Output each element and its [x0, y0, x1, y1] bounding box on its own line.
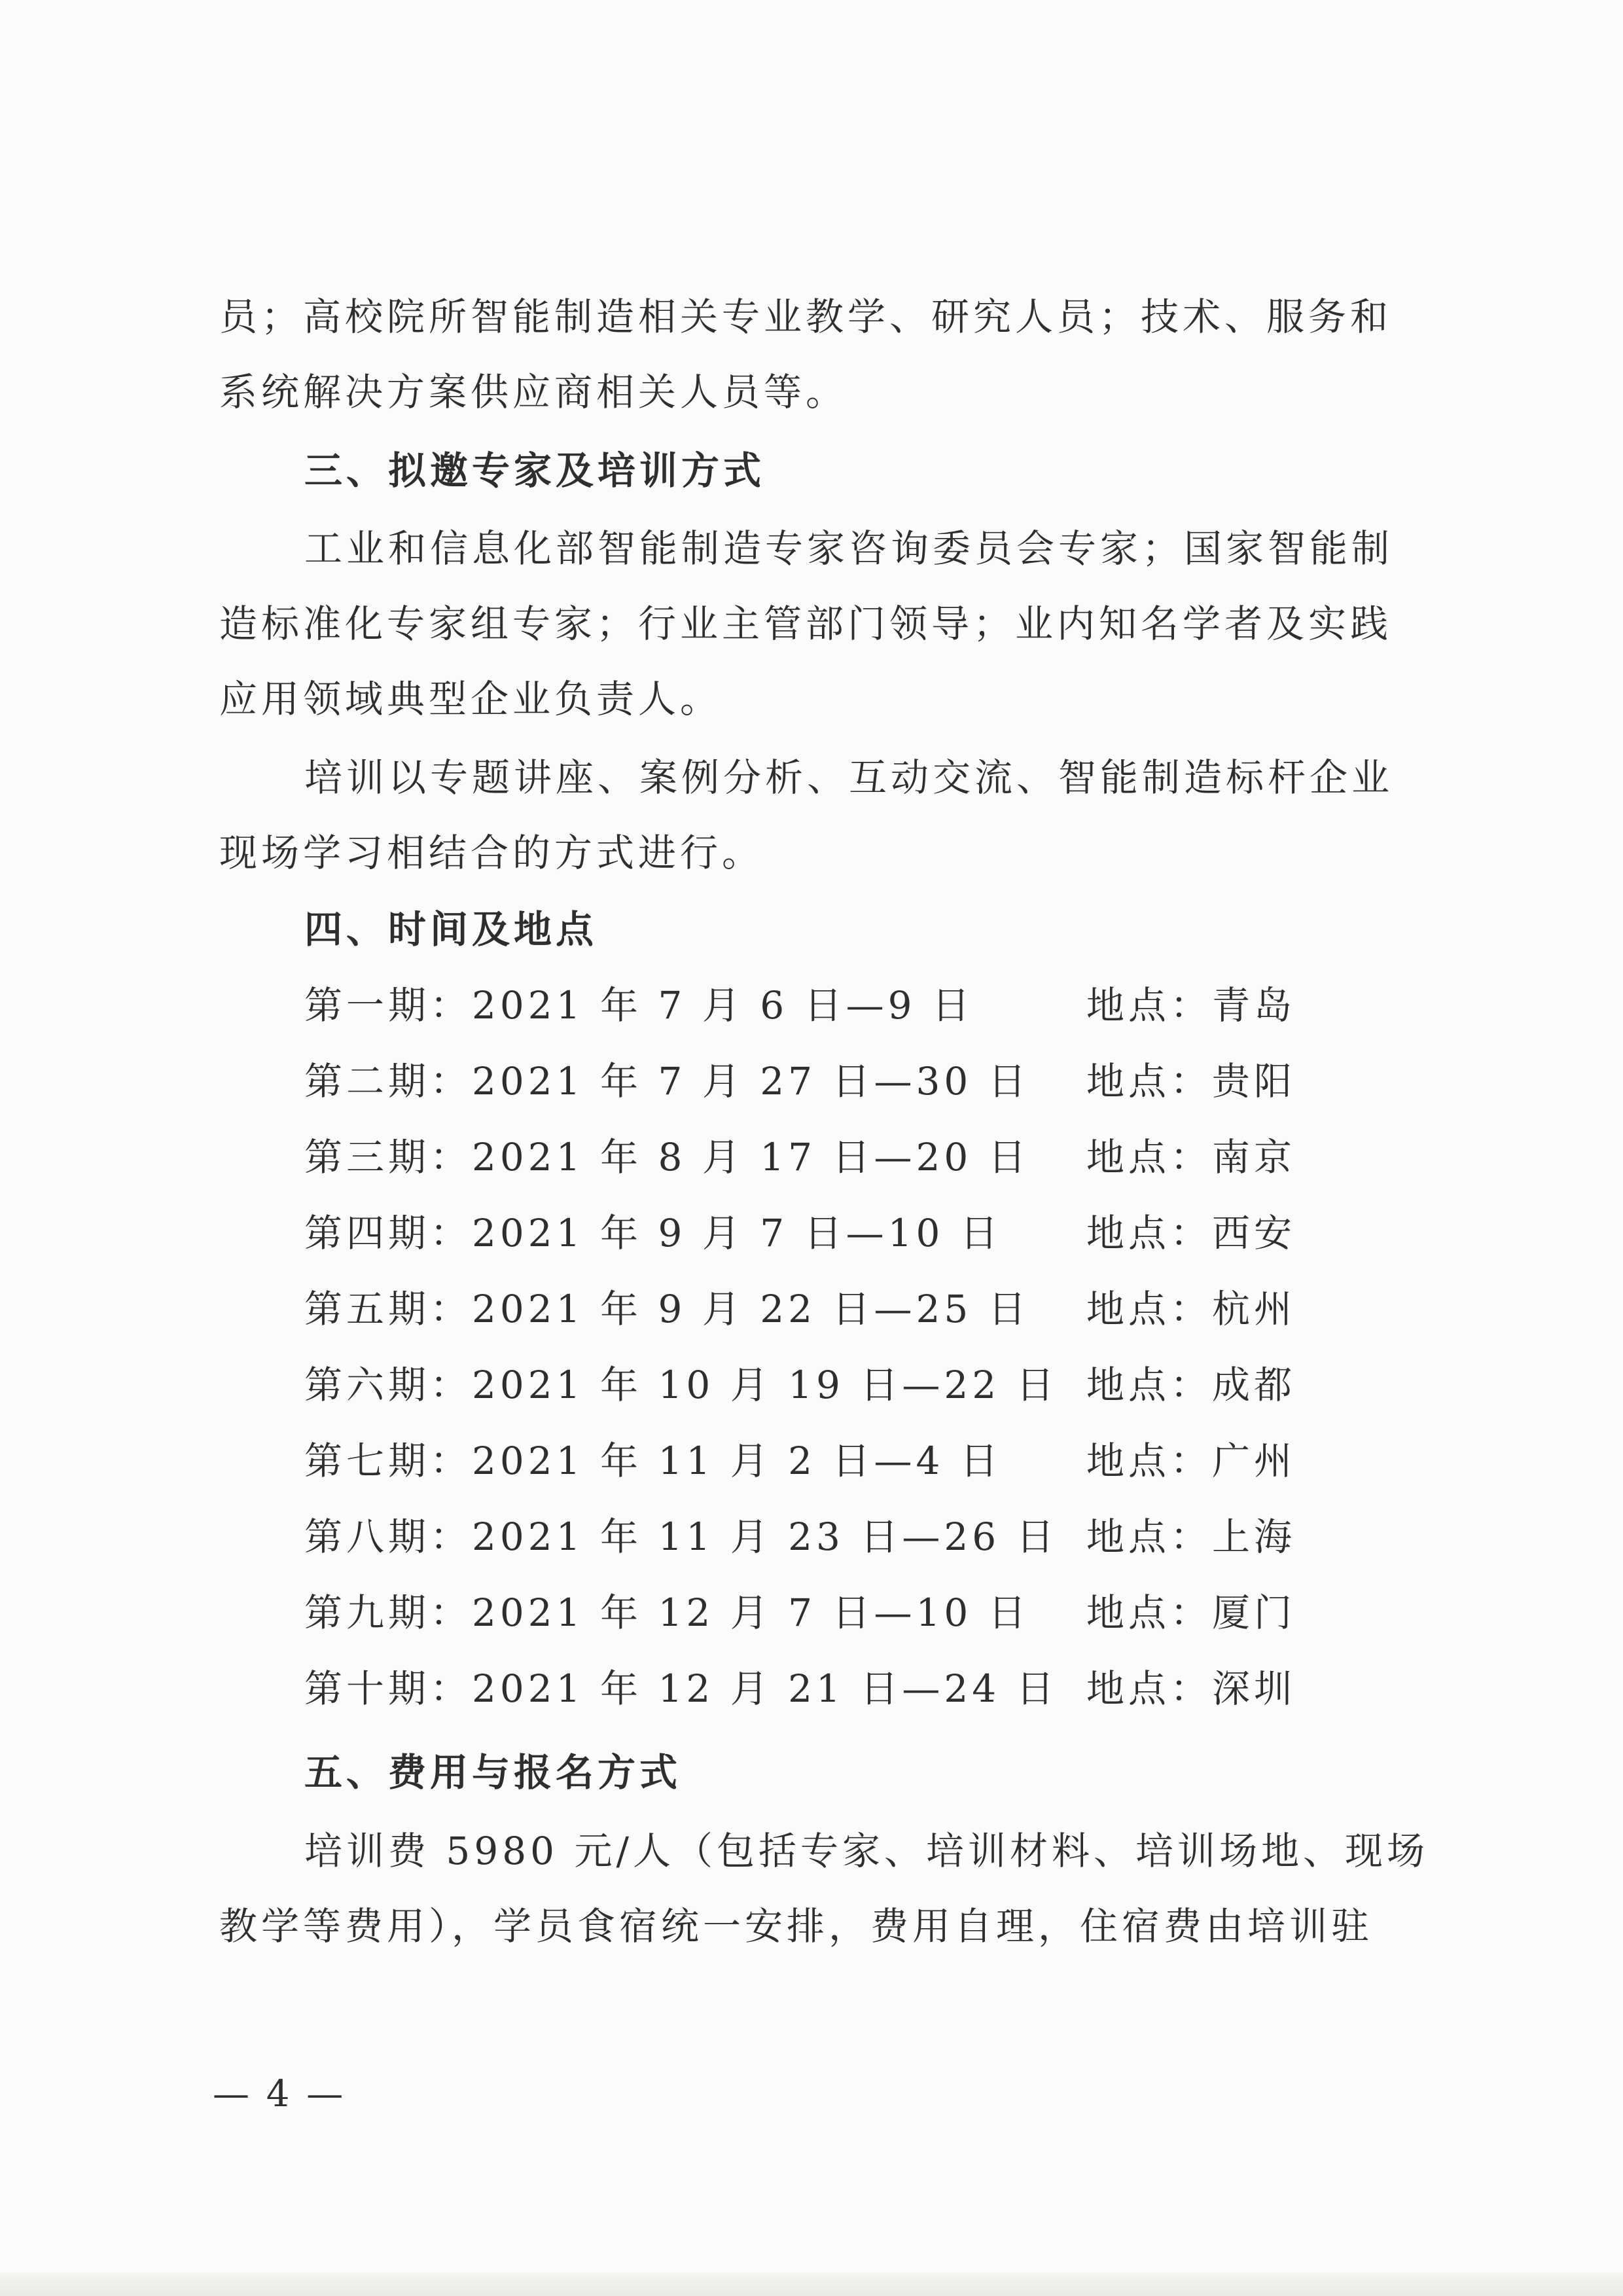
schedule-place: 地点：广州 — [1086, 1439, 1296, 1483]
schedule-place: 地点：成都 — [1086, 1363, 1296, 1407]
schedule-row — [0, 967, 1623, 1043]
schedule-place: 地点：厦门 — [1086, 1590, 1296, 1635]
section-heading-5: 五、费用与报名方式 — [304, 1750, 682, 1795]
schedule-place: 地点：深圳 — [1086, 1666, 1296, 1711]
paragraph-line: 教学等费用），学员食宿统一安排，费用自理，住宿费由培训驻 — [219, 1904, 1374, 1948]
page-number: — 4 — — [213, 2073, 346, 2115]
section-heading-3: 三、拟邀专家及培训方式 — [304, 448, 766, 493]
schedule-row — [0, 1651, 1623, 1727]
paragraph-line: 系统解决方案供应商相关人员等。 — [219, 370, 848, 414]
paragraph-line: 应用领域典型企业负责人。 — [219, 677, 722, 721]
paragraph-line: 员；高校院所智能制造相关专业教学、研究人员；技术、服务和 — [219, 295, 1393, 339]
schedule-place: 地点：南京 — [1086, 1135, 1296, 1179]
schedule-place: 地点：西安 — [1086, 1211, 1296, 1255]
schedule-place: 地点：贵阳 — [1086, 1059, 1296, 1103]
schedule-period: 第三期：2021 年 8 月 17 日—20 日 — [304, 1135, 1030, 1179]
paragraph-line: 现场学习相结合的方式进行。 — [219, 831, 764, 875]
schedule-place: 地点：杭州 — [1086, 1287, 1296, 1331]
schedule-row — [0, 1423, 1623, 1499]
schedule-row — [0, 1575, 1623, 1651]
paragraph-line: 培训以专题讲座、案例分析、互动交流、智能制造标杆企业 — [304, 755, 1394, 800]
schedule-row — [0, 1499, 1623, 1575]
schedule-row — [0, 1271, 1623, 1347]
schedule-period: 第九期：2021 年 12 月 7 日—10 日 — [304, 1590, 1030, 1635]
schedule-row — [0, 1119, 1623, 1195]
schedule-place: 地点：青岛 — [1086, 983, 1296, 1028]
schedule-row — [0, 1347, 1623, 1423]
schedule-period: 第一期：2021 年 7 月 6 日—9 日 — [304, 983, 974, 1028]
section-heading-4: 四、时间及地点 — [304, 907, 598, 952]
paragraph-line: 培训费 5980 元/人（包括专家、培训材料、培训场地、现场 — [304, 1829, 1429, 1873]
schedule-period: 第四期：2021 年 9 月 7 日—10 日 — [304, 1211, 1002, 1255]
schedule-place: 地点：上海 — [1086, 1515, 1296, 1559]
schedule-row — [0, 1195, 1623, 1271]
scan-bottom-edge — [0, 2272, 1623, 2296]
schedule-period: 第十期：2021 年 12 月 21 日—24 日 — [304, 1666, 1058, 1711]
schedule-period: 第六期：2021 年 10 月 19 日—22 日 — [304, 1363, 1058, 1407]
schedule-period: 第八期：2021 年 11 月 23 日—26 日 — [304, 1515, 1058, 1559]
schedule-period: 第五期：2021 年 9 月 22 日—25 日 — [304, 1287, 1030, 1331]
schedule-period: 第七期：2021 年 11 月 2 日—4 日 — [304, 1439, 1002, 1483]
paragraph-line: 造标准化专家组专家；行业主管部门领导；业内知名学者及实践 — [219, 601, 1393, 646]
schedule-period: 第二期：2021 年 7 月 27 日—30 日 — [304, 1059, 1030, 1103]
paragraph-line: 工业和信息化部智能制造专家咨询委员会专家；国家智能制 — [304, 526, 1394, 571]
schedule-row — [0, 1043, 1623, 1119]
